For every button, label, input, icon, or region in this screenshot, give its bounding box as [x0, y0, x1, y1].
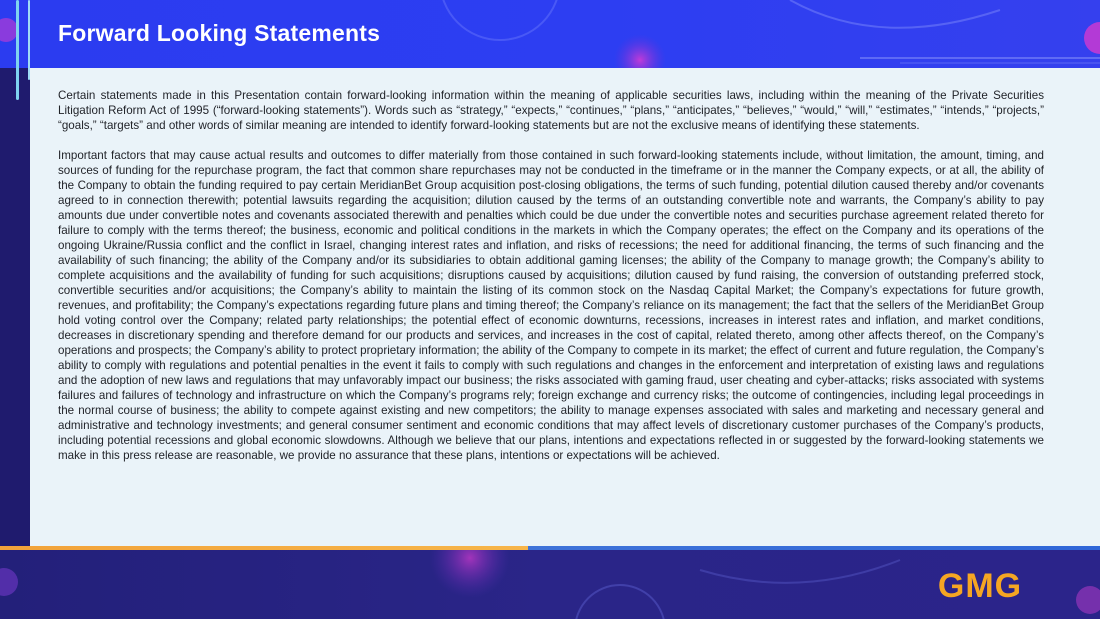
accent-line-left: [16, 0, 19, 100]
svg-text:GMG: GMG: [937, 567, 1023, 603]
disclaimer-body: [58, 88, 1044, 478]
disclaimer-paragraph-2: Important factors that may cause actual results and outcomes to differ materially from those contained in such forward-looking statements include, without limitation, the amount, timing, and sources of funding for the repurchase program, the fact that common share repurchases may not be conducted in the timeframe or in the manner the Company expects, or at all, the ability of the Company to obtain the funding required to pay certain MeridianBet Group acquisition post-closing obligations, the terms of such funding, potential dilution caused thereby and/or covenants agreed to in connection therewith; potential lawsuits regarding the acquisition; dilution caused by the terms of an outstanding convertible note and warrants, the Company’s ability to pay amounts due under convertible notes and covenants associated therewith and penalties which could be due under the convertible notes and securities purchase agreement related thereto for failure to comply with the terms thereof; the business, economic and political conditions in the markets in which the Company operates; the effect on the Company and its operations of the ongoing Ukraine/Russia conflict and the conflict in Israel, changing interest rates and inflation, and risks of recessions; the need for additional financing, the terms of such financing and the availability of such financing; the ability of the Company and/or its subsidiaries to obtain additional gaming licenses; the ability of the Company to manage growth; the Company’s ability to complete acquisitions and the availability of funding for such acquisitions; disruptions caused by acquisitions; dilution caused by fund raising, the conversion of outstanding preferred stock, convertible securities and/or acquisitions; the Company’s ability to maintain the listing of its common stock on the Nasdaq Capital Market; the Company’s expectations for future growth, revenues, and profitability; the Company’s expectations regarding future plans and timing thereof; the Company’s reliance on its management; the fact that the sellers of the MeridianBet Group hold voting control over the Company; related party relationships; the potential effect of economic downturns, recessions, increases in interest rates and inflation, and market conditions, decreases in discretionary spending and therefore demand for our products and services, and increases in the cost of capital, related thereto, among other affects thereof, on the Company’s operations and prospects; the Company’s ability to protect proprietary information; the ability of the Company to compete in its market; the effect of current and future regulation, the Company’s ability to comply with regulations and potential penalties in the event it fails to comply with such regulations and changes in the enforcement and interpretation of existing laws and regulations and the adoption of new laws and regulations that may unfavorably impact our business; the risks associated with gaming fraud, user cheating and cyber-attacks; risks associated with systems failures and failures of technology and infrastructure on which the Company’s programs rely; foreign exchange and currency risks; the outcome of contingencies, including legal proceedings in the normal course of business; the ability to compete against existing and new competitors; the ability to manage expenses associated with sales and marketing and necessary general and administrative and technology investments; and general consumer sentiment and economic conditions that may affect levels of discretionary customer purchases of the Company’s products, including potential recessions and global economic slowdowns. Although we believe that our plans, intentions and expectations reflected in or suggested by the forward-looking statements we make in this press release are reasonable, we provide no assurance that these plans, intentions or expectations will be achieved.: [58, 149, 1044, 462]
disclaimer-paragraph-1: Certain statements made in this Presentation contain forward-looking information within the meaning of applicable securities laws, including within the meaning of the Private Securities Litigation Reform Act of 1995 (“forward-looking statements”). Words such as “strategy,” “expects,” “continues,” “plans,” “anticipates,” “believes,” “would,” “will,” “estimates,” “intends,” “projects,” “goals,” “targets” and other words of similar meaning are intended to identify forward-looking statements but are not the exclusive means of identifying these statements.: [58, 89, 1044, 132]
slide-header: [0, 0, 1100, 68]
gmg-logo: [918, 567, 1042, 603]
slide-title: Forward Looking Statements: [58, 20, 381, 46]
